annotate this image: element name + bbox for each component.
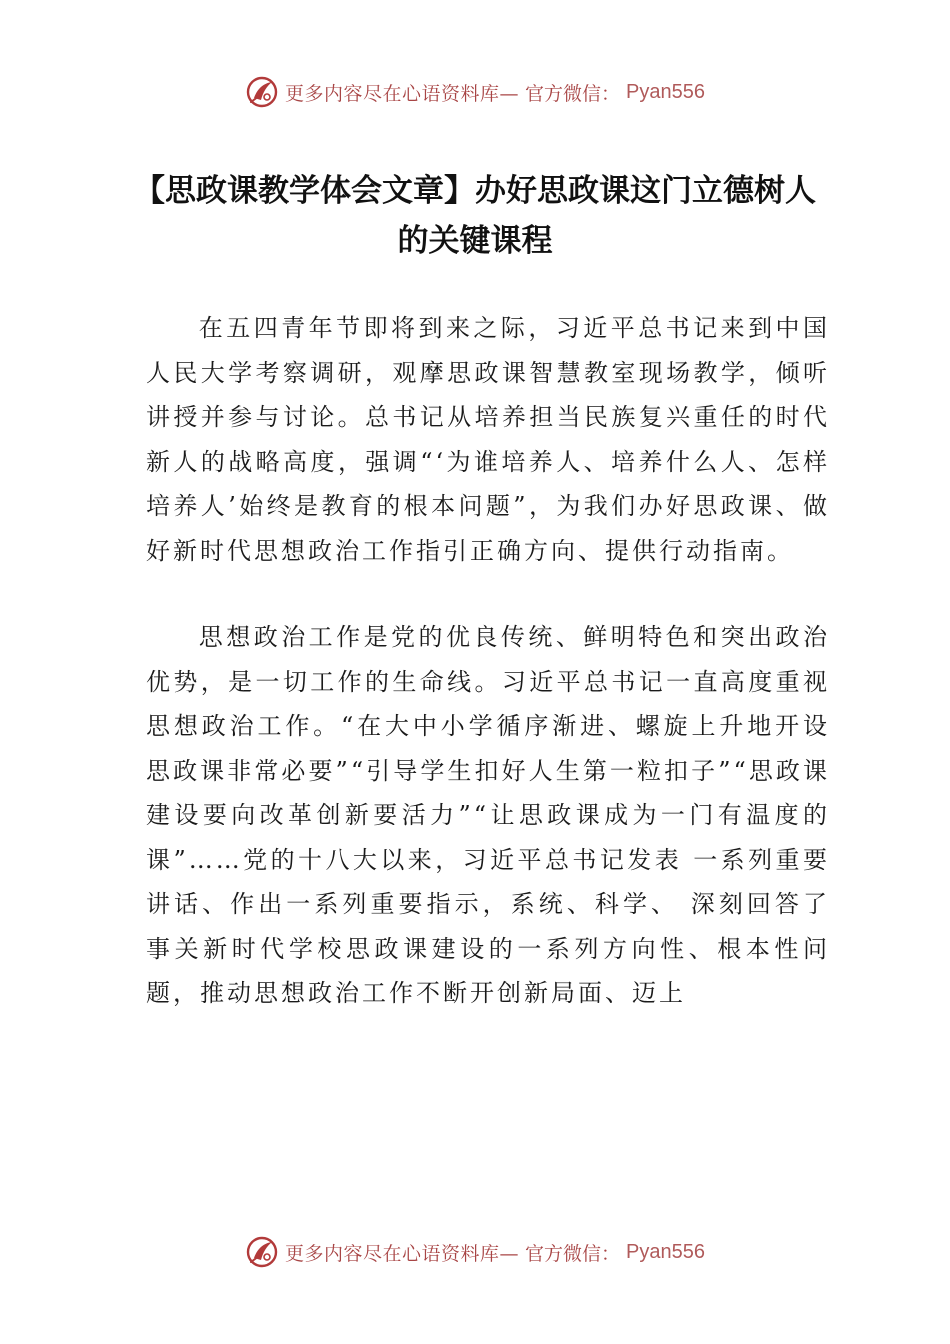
header-banner-text: 更多内容尽在心语资料库—	[285, 82, 520, 105]
footer-banner	[0, 1232, 950, 1272]
footer-wechat-id: Pyan556	[626, 1240, 705, 1263]
header-wechat-label: 官方微信：	[525, 82, 621, 105]
brand-logo-icon	[245, 1235, 279, 1269]
brand-logo-icon	[245, 75, 279, 109]
document-title: 【思政课教学体会文章】办好思政课这门立德树人的关键课程	[134, 173, 816, 259]
header-wechat-id: Pyan556	[626, 80, 705, 103]
footer-wechat-label: 官方微信：	[525, 1242, 621, 1265]
header-banner	[0, 72, 950, 112]
paragraph-2: 思想政治工作是党的优良传统、鲜明特色和突出政治优势，是一切工作的生命线。习近平总书记一直高度重视思想政治工作。“在大中小学循序渐进、螺旋上升地开设思政课非常必要”“引导学生扣好人生第一粒扣子”“思政课建设要向改革创新要活力”“让思政课成为一门有温度的课”……党的十八大以来，习近平总书记发表 一系列重要讲话、作出一系列重要指示，系统、科学、 深刻回答了事关新时代学校思政课建设的一系列方向性、根本性问题，推动思想政治工作不断开创新局面、迈上	[146, 623, 830, 1007]
document-body	[146, 306, 830, 1016]
footer-banner-text: 更多内容尽在心语资料库—	[285, 1242, 520, 1265]
paragraph-1: 在五四青年节即将到来之际，习近平总书记来到中国人民大学考察调研，观摩思政课智慧教室现场教学，倾听讲授并参与讨论。总书记从培养担当民族复兴重任的时代新人的战略高度，强调“‘为谁培养人、培养什么人、怎样培养人’始终是教育的根本问题”，为我们办好思政课、做好新时代思想政治工作指引正确方向、提供行动指南。	[146, 314, 830, 565]
